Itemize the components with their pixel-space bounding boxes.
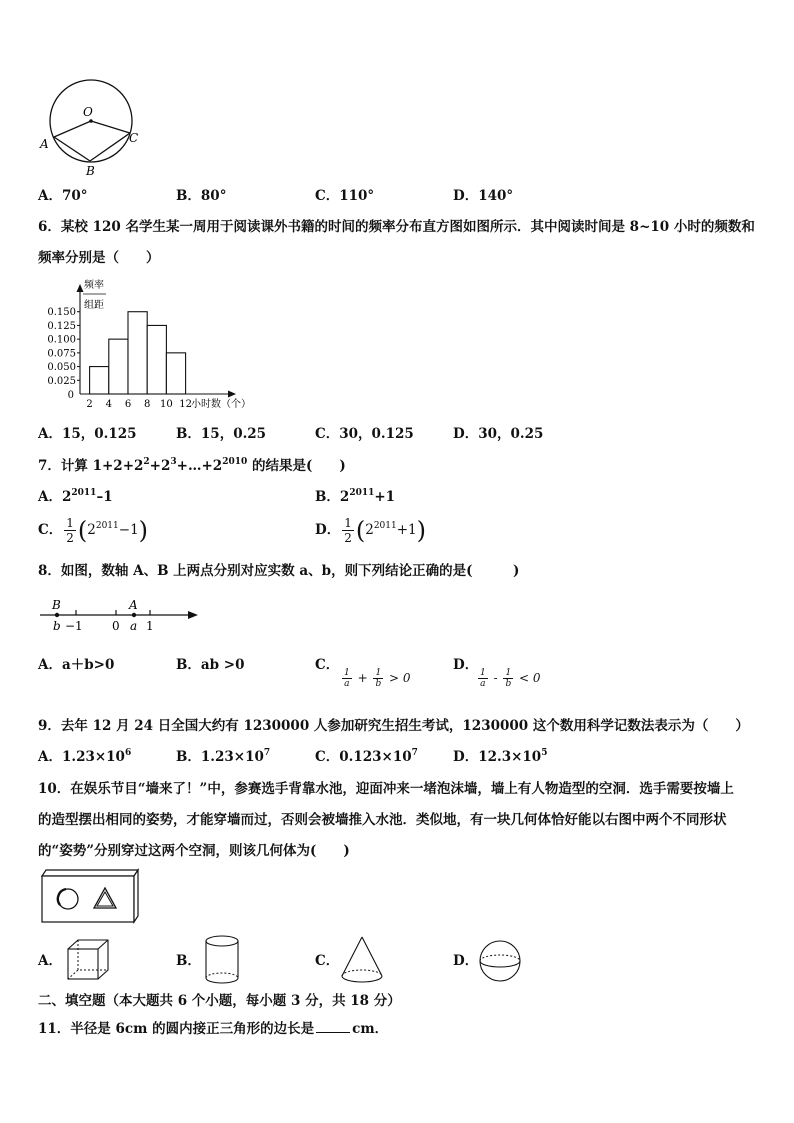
x-tick-label: 12	[179, 399, 192, 410]
q6-option-d[interactable]: D．30，0.25	[453, 426, 544, 442]
circle-figure	[36, 78, 146, 178]
tick-one: 1	[146, 619, 154, 633]
fraction-half: $\frac{1}{2}$	[344, 516, 352, 545]
point-a-label: A	[129, 598, 138, 612]
tick-a: a	[130, 619, 138, 633]
histogram-chart	[40, 278, 270, 413]
fraction-half: $\frac{1}{2}$	[66, 516, 74, 545]
x-tick-label: 8	[144, 399, 151, 410]
q8-option-b[interactable]: B．ab >0	[176, 657, 245, 673]
y-tick-label: 0.150	[47, 307, 76, 319]
sphere-icon[interactable]	[476, 938, 524, 984]
q5-option-d[interactable]: D．140°	[453, 188, 514, 204]
q9-option-d[interactable]: D．$12.3\times 10^5$	[453, 748, 548, 765]
x-tick-label: 4	[105, 399, 112, 410]
q7-option-a[interactable]: A．$2^{2011}-1$	[38, 488, 113, 505]
y-label-top: 频率	[84, 280, 104, 291]
x-tick-label: 10	[160, 399, 173, 410]
label-c: C	[129, 131, 139, 145]
q10-stem-line1: 10．在娱乐节目“墙来了！”中，参赛选手背靠水池，迎面冲来一堵泡沫墙，墙上有人物造型的空洞．选手需要按墙上	[38, 781, 734, 797]
x-tick-label: 2	[86, 399, 93, 410]
histogram-bar	[90, 367, 109, 394]
y-label-bottom: 组距	[84, 300, 104, 311]
q8-option-c-expression[interactable]: $\frac{1}{a}$ + $\frac{1}{b}$ > 0	[344, 668, 411, 689]
q7-option-b[interactable]: B．$2^{2011}+1$	[315, 488, 396, 505]
q10-stem-line3: 的“姿势”分别穿过这两个空洞，则该几何体为( )	[38, 843, 350, 859]
section-2-heading: 二、填空题（本大题共 6 个小题，每小题 3 分，共 18 分）	[38, 993, 401, 1009]
q9-option-a[interactable]: A．$1.23\times 10^6$	[38, 748, 132, 765]
q10-option-b-label[interactable]: B．	[176, 953, 201, 969]
x-axis-label: 小时数（个）	[191, 399, 251, 410]
q8-option-d-expression[interactable]: $\frac{1}{a}$ - $\frac{1}{b}$ < 0	[480, 668, 541, 689]
x-tick-label: 6	[124, 399, 132, 410]
label-b: B	[86, 164, 95, 178]
q6-option-c[interactable]: C．30，0.125	[315, 426, 414, 442]
q6-option-a[interactable]: A．15，0.125	[38, 426, 137, 442]
q5-option-a[interactable]: A．70°	[38, 188, 88, 204]
q6-stem-line1: 6．某校 120 名学生某一周用于阅读课外书籍的时间的频率分布直方图如图所示．其中阅读时间是 8~10 小时的频数和	[38, 219, 755, 235]
label-a: A	[40, 137, 49, 151]
q7-stem: 7．计算 $1+2+2^2+2^3+\dots+2^{2010}$ 的结果是( )	[38, 457, 346, 474]
q5-option-c[interactable]: C．110°	[315, 188, 375, 204]
q7-option-d[interactable]: D． $\frac{1}{2}$ $(2^{2011}+1)$	[315, 516, 427, 545]
x-axis-arrow	[228, 391, 236, 398]
y-tick-label: 0.075	[47, 348, 76, 360]
number-line-figure	[38, 596, 203, 636]
tick-minus-one: −1	[65, 619, 83, 633]
tick-b: b	[53, 619, 61, 633]
q8-option-c-label[interactable]: C．	[315, 657, 340, 673]
q7-option-c[interactable]: C． $\frac{1}{2}$ $(2^{2011}-1)$	[38, 516, 149, 545]
q9-option-b[interactable]: B．$1.23\times 10^7$	[176, 748, 271, 765]
tick-zero: 0	[112, 619, 120, 633]
q10-option-a-label[interactable]: A．	[38, 953, 62, 969]
y-axis-arrow	[77, 284, 84, 292]
q8-option-d-label[interactable]: D．	[453, 657, 479, 673]
y-tick-label: 0.100	[47, 334, 76, 346]
q11-stem: 11．半径是 6cm 的圆内接正三角形的边长是 cm．	[38, 1021, 389, 1037]
histogram-bar	[109, 339, 128, 394]
q10-option-d-label[interactable]: D．	[453, 953, 479, 969]
q8-option-a[interactable]: A．a＋b>0	[38, 657, 115, 673]
foam-wall-figure	[38, 868, 142, 926]
q9-option-c[interactable]: C．$0.123\times 10^7$	[315, 748, 418, 765]
q8-stem: 8．如图，数轴 A、B 上两点分别对应实数 a、b，则下列结论正确的是( )	[38, 563, 520, 579]
y-tick-label: 0.025	[47, 375, 76, 387]
q9-stem: 9．去年 12 月 24 日全国大约有 1230000 人参加研究生招生考试，1230000 这个数用科学记数法表示为（ ）	[38, 718, 749, 734]
histogram-bar	[128, 312, 147, 394]
histogram-bar	[166, 353, 185, 394]
y-tick-label: 0.050	[47, 362, 76, 374]
q5-option-b[interactable]: B．80°	[176, 188, 227, 204]
point-b-label: B	[52, 598, 61, 612]
cone-icon[interactable]	[338, 934, 386, 986]
q6-stem-line2: 频率分别是（ ）	[38, 250, 160, 266]
q10-stem-line2: 的造型摆出相同的姿势，才能穿墙而过，否则会被墙推入水池．类似地，有一块几何体恰好能以右图中两个不同形状	[38, 812, 727, 828]
cylinder-icon[interactable]	[200, 934, 244, 986]
y-tick-label: 0.125	[47, 320, 76, 332]
q6-option-b[interactable]: B．15，0.25	[176, 426, 267, 442]
q10-option-c-label[interactable]: C．	[315, 953, 340, 969]
histogram-bar	[147, 325, 166, 394]
answer-blank[interactable]	[316, 1032, 350, 1033]
label-o: O	[83, 105, 93, 119]
y-origin-label: 0	[67, 390, 74, 401]
cube-icon[interactable]	[64, 937, 112, 985]
